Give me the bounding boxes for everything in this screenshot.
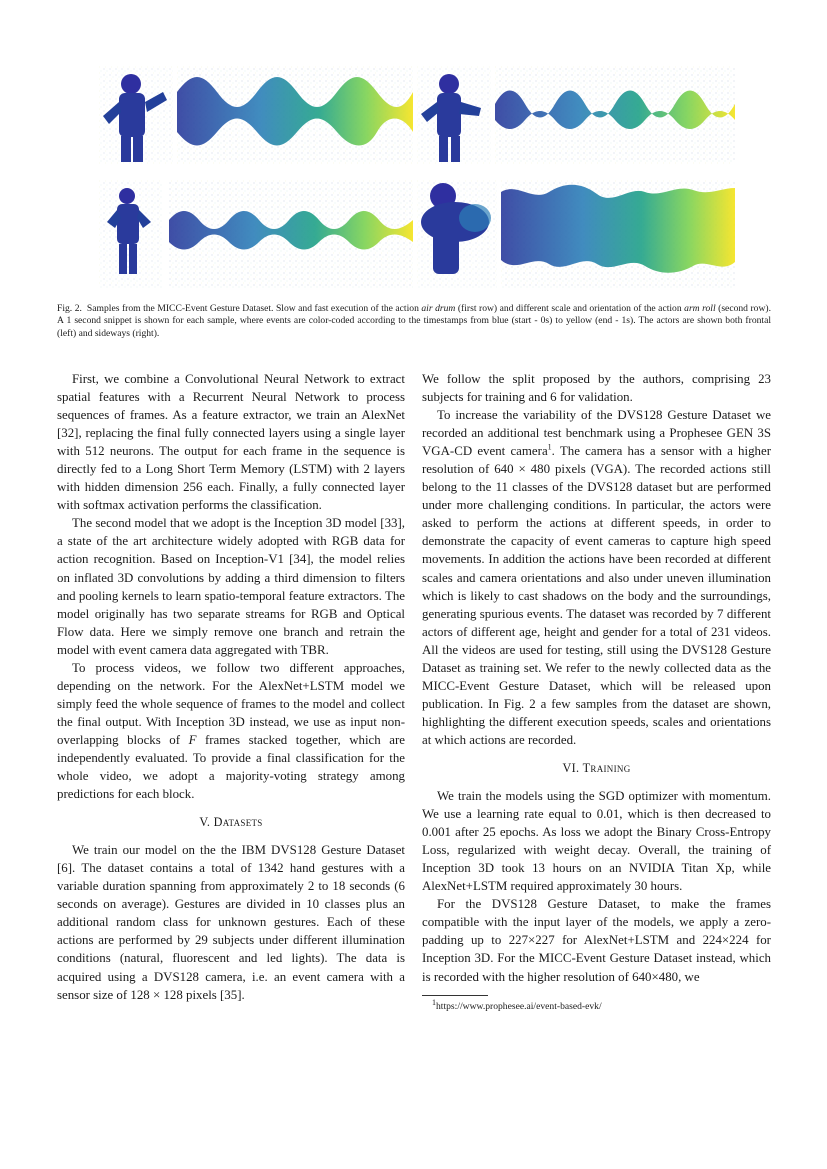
event-visualization-panels xyxy=(97,62,737,294)
text-span: To process videos, we follow two different approaches, depending on the network. For the AlexNet+LSTM model we simply feed the whole sequence of frames to the model and collect the final output. With Inception 3D instead, we use as input non-overlapping blocks of xyxy=(57,660,405,747)
caption-text-3: (second row). A 1 second snippet is shown for each sample, where events are color-coded according to the timestamps from blue (start - 0s) to yellow (end - 1s). The actors are shown both frontal (left) and sideways (right). xyxy=(57,303,771,339)
arm-roll-small-event-stream xyxy=(169,180,413,288)
math-micc-resolution: 640×480 xyxy=(632,969,679,984)
right-column xyxy=(422,370,771,1013)
text-span: . The camera has a sensor with a higher resolution of xyxy=(422,444,771,477)
paragraph-inception-3d: The second model that we adopt is the Inception 3D model [33], a state of the art architecture widely adopted with RGB data for action recognition. Based on Inception-V1 [34], the model relies on inflated 3D convolutions by adding a third dimension to filters and pooling kernels to learn spatio-temporal feature extractors. The model originally has two separate streams for RGB and Optical Flow data. Here we simply remove one branch and retrain the model with event camera data aggregated with TBR. xyxy=(57,516,405,657)
caption-text-2: (first row) and different scale and orientation of the action xyxy=(455,303,685,314)
paragraph-alexnet-lstm: First, we combine a Convolutional Neural Network to extract spatial features with a Recurrent Neural Network to process sequences of frames. As a feature extractor, we train an AlexNet [32], replacing the final fully connected layers using a single layer with 512 neurons. The output for each frame in the sequence is directly fed to a Long Short Term Memory (LSTM) with 2 layers with hidden dimension 256 each. Finally, a fully connected layer with softmax activation performs the classification. xyxy=(57,372,405,513)
section-heading-training xyxy=(422,759,771,777)
math-sensor-size: 128 × 128 xyxy=(130,987,183,1002)
text-span: We train our model on the the IBM DVS128 Gesture Dataset [6]. The dataset contains a total of 1342 hand gestures with a variable duration spanning from approximately 2 to 18 seconds (6 seconds on average). Gestures are divided in 10 classes plus an additional random class for unknown gestures. Each of these actions are performed by 29 subjects under different illumination conditions (natural, fluorescent and led lights). The data is acquired using a DVS128 camera, i.e. an event camera with a sensor size of xyxy=(57,843,405,1002)
text-span: To increase the variability of the DVS128 Gesture Dataset we recorded an additional test benchmark using a Prophesee GEN 3S VGA-CD event camera xyxy=(422,408,771,459)
footnote-link[interactable]: https://www.prophesee.ai/event-based-evk/ xyxy=(436,1000,602,1012)
caption-action-2: arm roll xyxy=(684,303,716,314)
footnote-mark: 1 xyxy=(432,997,436,1007)
text-span: , we xyxy=(678,969,700,984)
text-span: pixels (VGA). The recorded actions still belong to the 11 classes of the DVS128 dataset but are performed under more challenging conditions. In particular, the actors were asked to perform the actions at different speeds, in order to demonstrate the capacity of event cameras to capture high speed movements. In addition the actions have been recorded at different scales and camera orientations and also under uneven illumination which is likely to cast shadows on the body and the surroundings, generating spurious events. The dataset was recorded by 7 different actors of different age, height and gender for a total of 231 videos. All the videos are used for testing, still using the DVS128 Gesture Dataset as training set. We refer to the newly collected data as the MICC-Event Gesture Dataset, which will be released upon publication. In Fig. 2 a few samples from the dataset are shown, highlighting the different execution speeds, scales and orientations at which actions are recorded. xyxy=(422,462,771,747)
arm-roll-large-event-stream xyxy=(501,180,735,288)
caption-label: Fig. 2. xyxy=(57,303,82,314)
text-span: frames stacked together, which are independently evaluated. To provide a final classification for the whole video, we adopt a majority-voting strategy among predictions for each block. xyxy=(57,732,405,802)
text-span: For the DVS128 Gesture Dataset, to make the frames compatible with the input layer of the models, we apply a zero-padding up to xyxy=(422,897,771,948)
air-drum-fast-sideways-actor xyxy=(417,66,491,164)
footnote xyxy=(422,997,771,1013)
paragraph-ibm-dvs128 xyxy=(57,841,405,1003)
caption-action-1: air drum xyxy=(421,303,456,314)
figure-2 xyxy=(97,62,737,294)
math-alexnet-size: 227×227 xyxy=(508,933,555,948)
footnote-ref: 1 xyxy=(547,442,552,452)
paragraph-zero-padding xyxy=(422,895,771,985)
section-title: Datasets xyxy=(213,815,263,830)
text-span: for Inception 3D. For the MICC-Event Gesture Dataset instead, which is recorded with the higher resolution of xyxy=(422,933,771,984)
paragraph-split: We follow the split proposed by the authors, comprising 23 subjects for training and 6 for validation. xyxy=(422,372,771,405)
paragraph-training-setup: We train the models using the SGD optimizer with momentum. We use a learning rate equal to 0.01, which is then decreased to 0.001 after 25 epochs. As loss we adopt the Binary Cross-Entropy Loss, regularized with weight decay. Overall, the training of Inception 3D took 13 hours on an NVIDIA Titan Xp, while AlexNet+LSTM required approximately 30 hours. xyxy=(422,789,771,894)
caption-text-1: Samples from the MICC-Event Gesture Dataset. Slow and fast execution of the action xyxy=(86,303,422,314)
section-number: VI. xyxy=(562,760,580,775)
arm-roll-small-frontal-actor xyxy=(99,180,163,288)
air-drum-slow-event-stream xyxy=(177,66,413,164)
math-variable-f: F xyxy=(188,732,197,747)
math-inception-size: 224×224 xyxy=(702,933,749,948)
math-resolution: 640 × 480 xyxy=(494,462,551,477)
footnote-divider xyxy=(422,995,488,996)
paragraph-micc-dataset xyxy=(422,406,771,749)
arm-roll-large-sideways-actor xyxy=(417,180,497,288)
left-column xyxy=(57,370,405,1004)
paragraph-video-processing xyxy=(57,659,405,803)
air-drum-fast-event-stream xyxy=(495,66,735,164)
text-span: pixels [35]. xyxy=(182,987,245,1002)
section-heading-datasets xyxy=(57,813,405,831)
text-span: for AlexNet+LSTM and xyxy=(554,933,703,948)
figure-caption xyxy=(57,303,771,340)
air-drum-slow-frontal-actor xyxy=(99,66,173,164)
section-title: Training xyxy=(582,760,631,775)
section-number: V. xyxy=(199,815,211,830)
